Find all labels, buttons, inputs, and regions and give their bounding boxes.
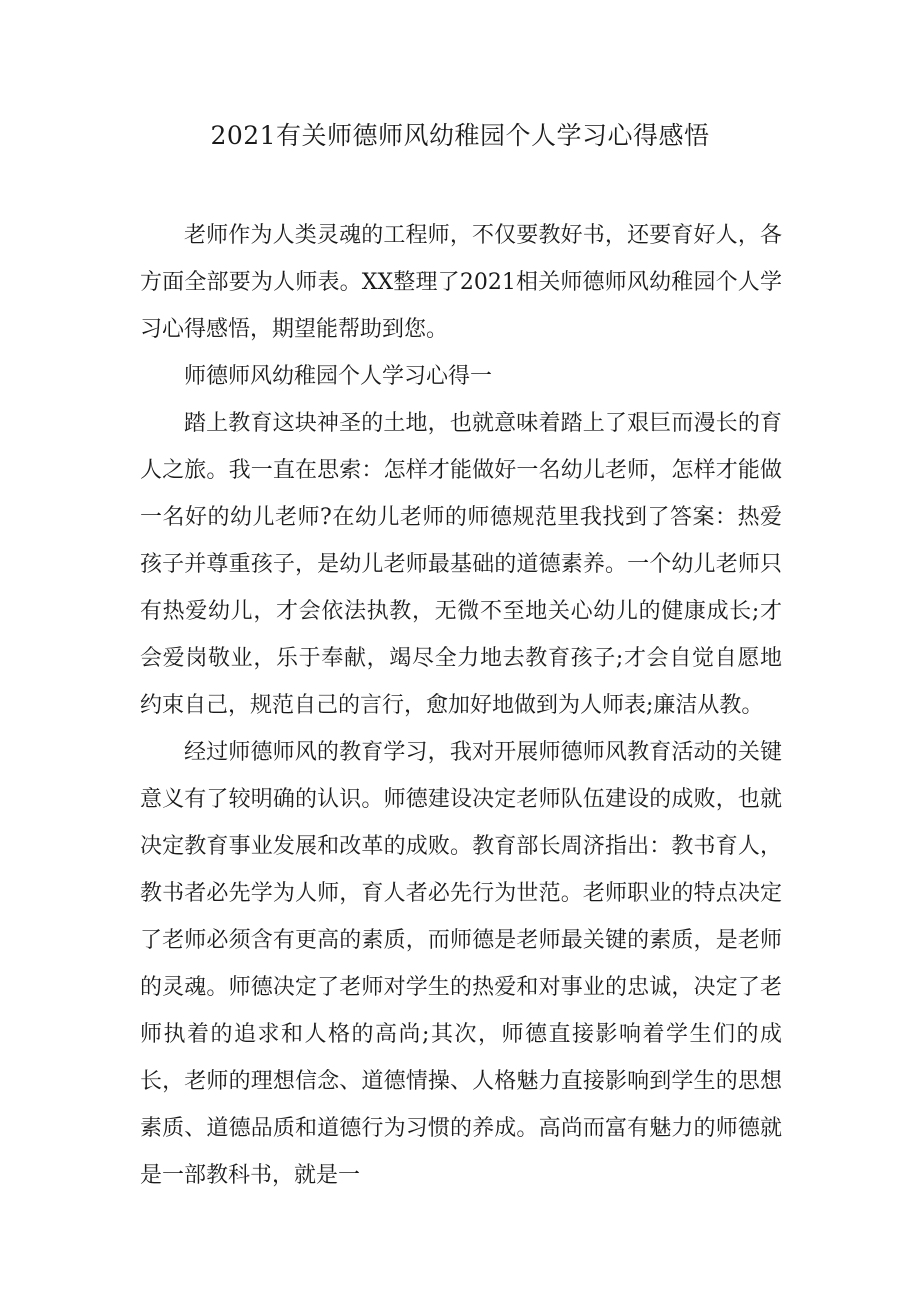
section-heading: 师德师风幼稚园个人学习心得一 — [184, 364, 493, 389]
body-paragraph: 踏上教育这块神圣的土地，也就意味着踏上了艰巨而漫长的育人之旅。我一直在思索：怎样才能做好一名幼儿老师，怎样才能做一名好的幼儿老师?在幼儿老师的师德规范里我找到了答案：热爱孩子并尊重孩子，是幼儿老师最基础的道德素养。一个幼儿老师只有热爱幼儿，才会依法执教，无微不至地关心幼儿的健康成长;才会爱岗敬业，乐于奉献，竭尽全力地去教育孩子;才会自觉自愿地约束自己，规范自己的言行，愈加好地做到为人师表;廉洁从教。 — [140, 411, 782, 718]
document-body — [140, 212, 782, 1199]
document-title: 2021有关师德师风幼稚园个人学习心得感悟 — [210, 121, 710, 150]
body-paragraph: 经过师德师风的教育学习，我对开展师德师风教育活动的关键意义有了较明确的认识。师德建设决定老师队伍建设的成败，也就决定教育事业发展和改革的成败。教育部长周济指出：教书育人，教书者必先学为人师，育人者必先行为世范。老师职业的特点决定了老师必须含有更高的素质，而师德是老师最关键的素质，是老师的灵魂。师德决定了老师对学生的热爱和对事业的忠诚，决定了老师执着的追求和人格的高尚;其次，师德直接影响着学生们的成长，老师的理想信念、道德情操、人格魅力直接影响到学生的思想素质、道德品质和道德行为习惯的养成。高尚而富有魅力的师德就是一部教科书，就是一 — [140, 740, 782, 1188]
intro-paragraph: 老师作为人类灵魂的工程师，不仅要教好书，还要育好人，各方面全部要为人师表。XX整理了2021相关师德师风幼稚园个人学习心得感悟，期望能帮助到您。 — [140, 223, 782, 342]
